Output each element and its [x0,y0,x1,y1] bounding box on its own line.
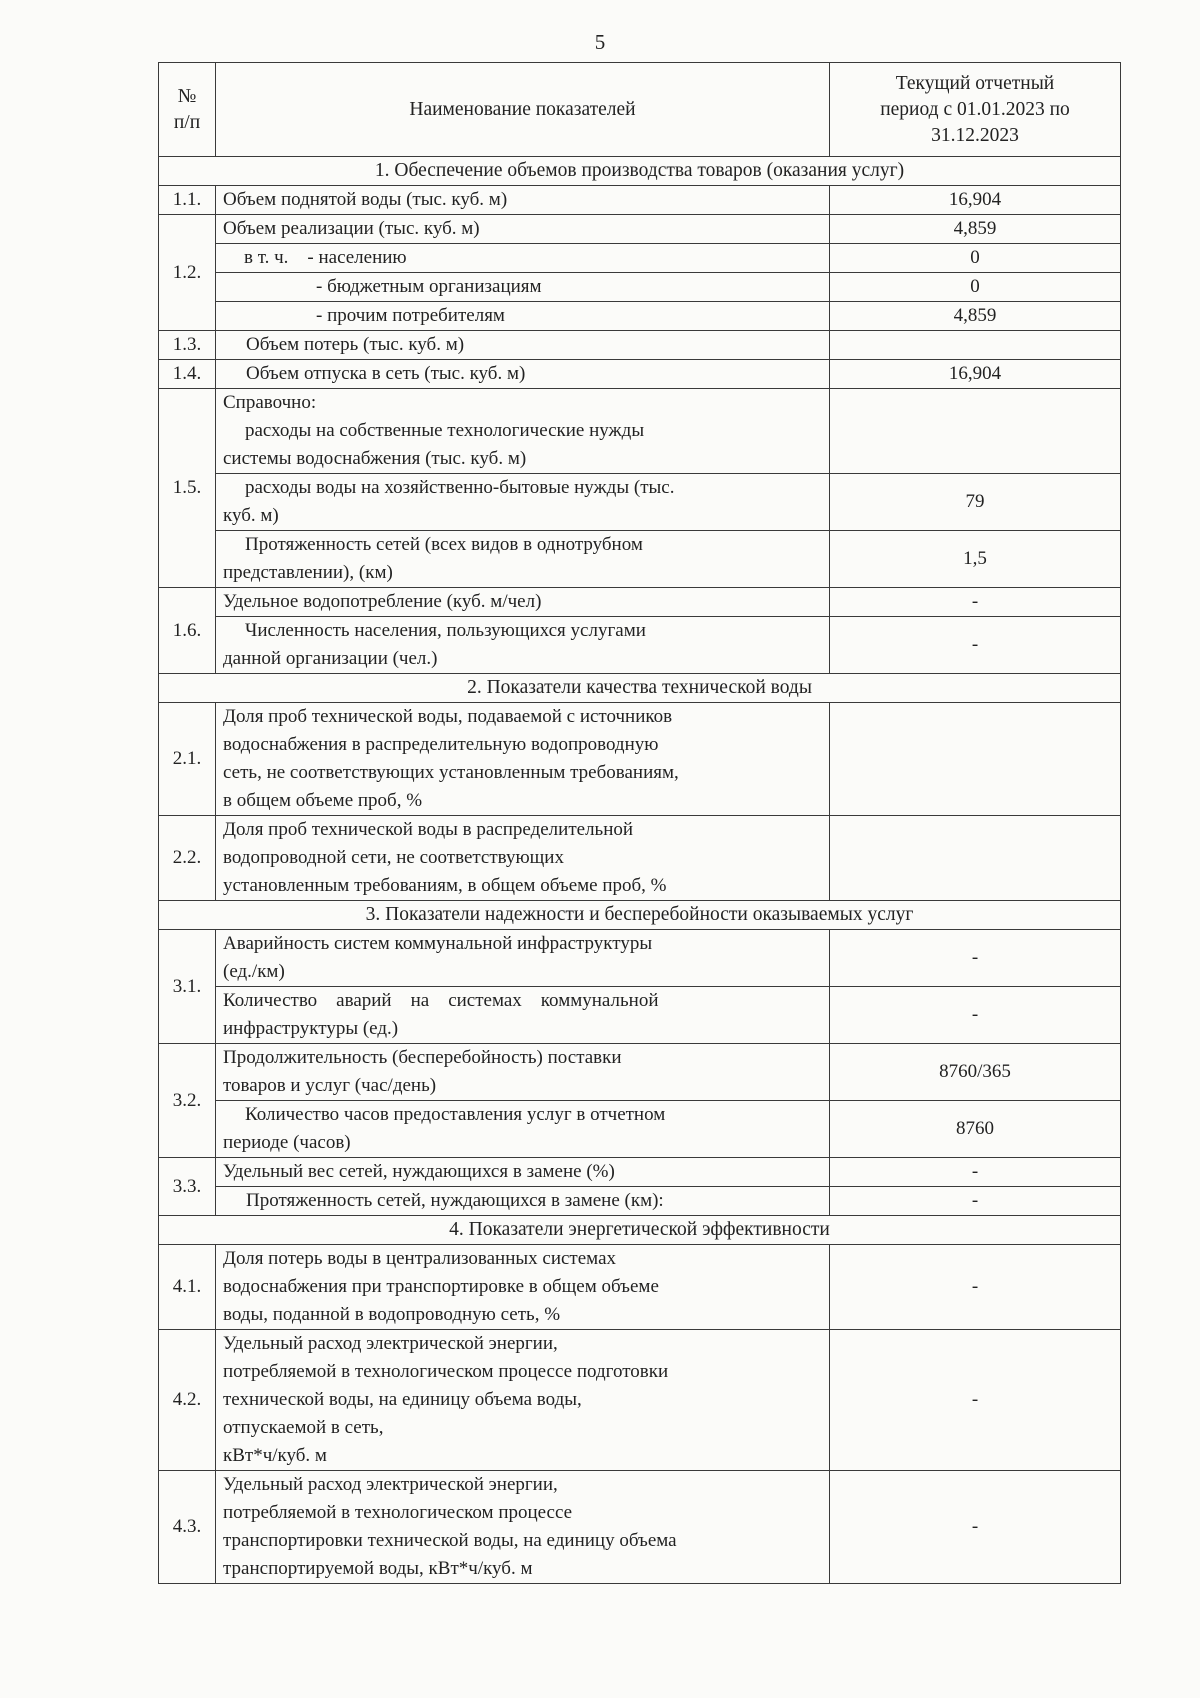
row-name-line: в общем объеме проб, % [223,790,423,811]
row-value: - [830,930,1121,987]
row-name-line: потребляемой в технологическом процессе подготовки [223,1361,669,1382]
row-name [216,1330,830,1471]
row-name-line: расходы воды на хозяйственно-бытовые нужды (тыс. [245,477,675,498]
table-row [159,531,1121,588]
row-name [216,474,830,531]
row-name [216,531,830,588]
section-row [159,674,1121,703]
row-name-line: куб. м) [223,505,279,526]
row-name-line: Доля потерь воды в централизованных системах [223,1248,616,1269]
row-number: 1.5. [159,389,216,588]
row-name-line: водоснабжения в распределительную водопроводную [223,734,659,755]
row-name-line: кВт*ч/куб. м [223,1445,327,1466]
row-name-line: сеть, не соответствующих установленным требованиям, [223,762,679,783]
row-value: - [830,1187,1121,1216]
row-name-line: данной организации (чел.) [223,648,438,669]
row-name-line: Справочно: [223,392,317,413]
section-title-2: 2. Показатели качества технической воды [159,674,1121,703]
row-value: 4,859 [830,215,1121,244]
row-name-line: транспортировки технической воды, на единицу объема [223,1530,677,1551]
row-name-line: периоде (часов) [223,1132,351,1153]
row-name-line: технической воды, на единицу объема воды, [223,1389,582,1410]
row-value: 1,5 [830,531,1121,588]
row-name-line: водоснабжения при транспортировке в общем объеме [223,1276,659,1297]
table-row [159,1187,1121,1216]
table-row [159,930,1121,987]
row-name [216,1471,830,1584]
row-name-line: Удельный расход электрической энергии, [223,1333,558,1354]
indicators-table [158,62,1121,1584]
row-name-line: Протяженность сетей (всех видов в однотрубном [245,534,643,555]
row-name-line: воды, поданной в водопроводную сеть, % [223,1304,561,1325]
row-name [216,1044,830,1101]
row-name-line: Количество часов предоставления услуг в отчетном [245,1104,666,1125]
row-value: 4,859 [830,302,1121,331]
row-number: 1.6. [159,588,216,674]
table-row [159,1101,1121,1158]
section-row [159,901,1121,930]
row-name: - бюджетным организациям [216,273,830,302]
row-number: 1.4. [159,360,216,389]
row-name: - прочим потребителям [216,302,830,331]
table-row [159,244,1121,273]
row-number: 4.2. [159,1330,216,1471]
row-name: Протяженность сетей, нуждающихся в замене (км): [216,1187,830,1216]
row-name-line: товаров и услуг (час/день) [223,1075,437,1096]
row-name-line: представлении), (км) [223,562,393,583]
row-name-line: Количество аварий на системах коммунальной [223,990,659,1011]
row-name: в т. ч. - населению [216,244,830,273]
row-value: - [830,1330,1121,1471]
table-row [159,302,1121,331]
row-value [830,331,1121,360]
row-name: Объем отпуска в сеть (тыс. куб. м) [216,360,830,389]
header-num: № п/п [159,63,216,157]
row-value: - [830,617,1121,674]
table-row [159,617,1121,674]
table-row [159,1044,1121,1101]
table-row [159,1245,1121,1330]
row-value: 0 [830,273,1121,302]
table-row [159,273,1121,302]
row-name [216,987,830,1044]
row-number: 3.2. [159,1044,216,1158]
row-value: 8760/365 [830,1044,1121,1101]
row-name: Удельное водопотребление (куб. м/чел) [216,588,830,617]
row-number: 2.2. [159,816,216,901]
row-name-line: инфраструктуры (ед.) [223,1018,399,1039]
row-value: 8760 [830,1101,1121,1158]
section-title-3: 3. Показатели надежности и бесперебойности оказываемых услуг [159,901,1121,930]
row-name [216,703,830,816]
row-name: Объем потерь (тыс. куб. м) [216,331,830,360]
section-row [159,1216,1121,1245]
row-name [216,930,830,987]
section-row [159,157,1121,186]
row-name-line: Численность населения, пользующихся услугами [245,620,646,641]
table-row [159,474,1121,531]
row-number: 1.3. [159,331,216,360]
row-value: - [830,987,1121,1044]
table-row [159,1471,1121,1584]
table-row [159,1330,1121,1471]
table-row [159,360,1121,389]
row-number: 1.2. [159,215,216,331]
row-name [216,1245,830,1330]
table-row [159,215,1121,244]
row-name-line: Доля проб технической воды, подаваемой с источников [223,706,673,727]
row-name: Удельный вес сетей, нуждающихся в замене (%) [216,1158,830,1187]
row-value [830,389,1121,474]
row-number: 4.3. [159,1471,216,1584]
row-name-line: Аварийность систем коммунальной инфраструктуры [223,933,653,954]
row-name-line: установленным требованиям, в общем объеме проб, % [223,875,667,896]
table-row [159,703,1121,816]
row-name: Объем реализации (тыс. куб. м) [216,215,830,244]
row-value: - [830,1245,1121,1330]
table-row [159,389,1121,474]
table-row [159,186,1121,215]
row-value: 79 [830,474,1121,531]
header-period: Текущий отчетный период с 01.01.2023 по 31.12.2023 [830,63,1121,157]
row-name-line: потребляемой в технологическом процессе [223,1502,573,1523]
row-value [830,816,1121,901]
row-name-line: отпускаемой в сеть, [223,1417,384,1438]
table-row [159,987,1121,1044]
row-value: 16,904 [830,360,1121,389]
row-value: - [830,1158,1121,1187]
section-title-4: 4. Показатели энергетической эффективности [159,1216,1121,1245]
table-row [159,331,1121,360]
row-name [216,617,830,674]
table-row [159,588,1121,617]
row-name [216,816,830,901]
row-value: - [830,588,1121,617]
row-name-line: Доля проб технической воды в распределительной [223,819,634,840]
row-name-line: транспортируемой воды, кВт*ч/куб. м [223,1558,533,1579]
table-header-row [159,63,1121,157]
row-name-line: Удельный расход электрической энергии, [223,1474,558,1495]
table-row [159,1158,1121,1187]
row-number: 1.1. [159,186,216,215]
row-value: 0 [830,244,1121,273]
row-name-line: расходы на собственные технологические нужды [245,420,645,441]
table-row [159,816,1121,901]
row-name [216,1101,830,1158]
row-name-line: Продолжительность (бесперебойность) поставки [223,1047,622,1068]
header-name: Наименование показателей [216,63,830,157]
page-number: 5 [594,30,606,54]
row-name [216,389,830,474]
row-value: 16,904 [830,186,1121,215]
row-value [830,703,1121,816]
section-title-1: 1. Обеспечение объемов производства товаров (оказания услуг) [159,157,1121,186]
row-name-line: водопроводной сети, не соответствующих [223,847,564,868]
row-number: 4.1. [159,1245,216,1330]
row-number: 3.3. [159,1158,216,1216]
row-name-line: (ед./км) [223,961,285,982]
row-number: 3.1. [159,930,216,1044]
row-name-line: системы водоснабжения (тыс. куб. м) [223,448,527,469]
row-number: 2.1. [159,703,216,816]
row-name: Объем поднятой воды (тыс. куб. м) [216,186,830,215]
row-value: - [830,1471,1121,1584]
